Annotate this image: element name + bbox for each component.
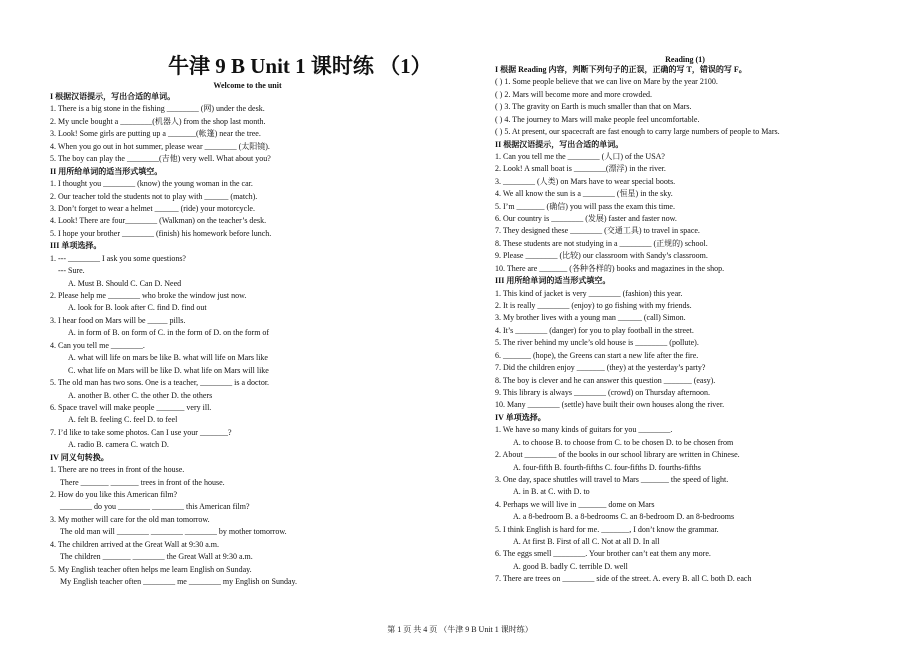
section-heading: IV 单项选择。 (495, 412, 546, 422)
answer-options: A. a 8-bedroom B. a 8-bedrooms C. an 8-bedroom D. an 8-bedrooms (513, 512, 735, 522)
question-line: 2. It is really ________ (enjoy) to go fishing with my friends. (495, 301, 692, 311)
question-line: ( ) 2. Mars will become more and more crowded. (495, 89, 653, 99)
question-line: 4. We all know the sun is a ________ (恒星) in the sky. (495, 189, 673, 199)
question-line: 2. Please help me ________ who broke the window just now. (50, 291, 247, 300)
answer-options: C. what life on Mars will be like D. what life on Mars will like (68, 365, 269, 375)
answer-options: A. another B. other C. the other D. the others (68, 390, 213, 400)
question-line: 4. It’s ________ (danger) for you to play football in the street. (495, 325, 694, 335)
answer-options: A. Must B. Should C. Can D. Need (68, 278, 182, 288)
question-line: 1. --- ________ I ask you some questions? (50, 253, 186, 263)
question-line: 1. Can you tell me the ________ (人口) of the USA? (495, 151, 665, 161)
question-line: 7. There are trees on ________ side of the street. A. every B. all C. both D. each (495, 574, 752, 584)
question-line: 2. Look! A small boat is ________(漂浮) in the river. (495, 164, 666, 174)
question-line: 5. I hope your brother ________ (finish) his homework before lunch. (50, 228, 272, 238)
question-line: --- Sure. (58, 266, 85, 276)
question-line: There _______ _______ trees in front of the house. (60, 477, 225, 487)
section-heading: III 单项选择。 (50, 241, 102, 251)
question-line: 3. One day, space shuttles will travel to Mars _______ the speed of light. (495, 474, 729, 484)
section-heading: III 用所给单词的适当形式填空。 (495, 276, 611, 286)
page-title: 牛津 9 B Unit 1 课时练 （1） (168, 54, 432, 78)
question-line: 5. The boy can play the ________(吉他) very well. What about you? (50, 154, 271, 164)
question-line: 7. I’d like to take some photos. Can I use your _______? (50, 427, 232, 437)
question-line: 4. Perhaps we will live in _______ dome on Mars (495, 499, 655, 509)
question-line: 5. I think English is hard for me. _______, I don’t know the grammar. (495, 524, 719, 534)
question-line: My English teacher often ________ me ________ my English on Sunday. (60, 577, 298, 587)
question-line: 3. I hear food on Mars will be _____ pills. (50, 315, 186, 325)
section-heading: I 根据汉语提示，写出合适的单词。 (50, 92, 176, 101)
question-line: 1. This kind of jacket is very ________ (fashion) this year. (495, 288, 683, 298)
page-footer: 第 1 页 共 4 页 （牛津 9 B Unit 1 课时练） (387, 625, 533, 634)
question-line: ( ) 1. Some people believe that we can live on Mare by the year 2100. (495, 77, 718, 87)
question-line: 4. The children arrived at the Great Wall at 9:30 a.m. (50, 539, 219, 549)
question-line: 3. ________ (人类) on Mars have to wear special boots. (495, 176, 676, 186)
answer-options: A. in form of B. on form of C. in the form of D. on the form of (68, 328, 270, 338)
question-line: 9. This library is always ________ (crowd) on Thursday afternoon. (495, 387, 710, 397)
question-line: 6. The eggs smell ________. Your brother can’t eat them any more. (495, 549, 711, 559)
question-line: 5. The old man has two sons. One is a teacher, ________ is a doctor. (50, 378, 270, 388)
question-line: ( ) 3. The gravity on Earth is much smaller than that on Mars. (495, 102, 692, 112)
question-line: 6. Our country is ________ (发展) faster and faster now. (495, 214, 677, 224)
section-heading: IV 同义句转换。 (50, 452, 109, 462)
question-line: 3. My mother will care for the old man tomorrow. (50, 514, 210, 524)
question-line: 4. Can you tell me ________. (50, 340, 145, 350)
question-line: 8. The boy is clever and he can answer this question _______ (easy). (495, 375, 716, 385)
section-subtitle: Welcome to the unit (213, 81, 282, 90)
question-line: 2. How do you like this American film? (50, 490, 178, 499)
answer-options: A. felt B. feeling C. feel D. to feel (68, 415, 178, 425)
question-line: 10. Many ________ (settle) have built their own houses along the river. (495, 400, 725, 410)
section-heading: II 根据汉语提示，写出合适的单词。 (495, 139, 624, 149)
question-line: 3. My brother lives with a young man ______ (call) Simon. (495, 313, 686, 323)
left-exercise-lines (50, 91, 297, 589)
question-line: 5. I’m _______ (确信) you will pass the exam this time. (495, 201, 675, 211)
question-line: 6. _______ (hope), the Greens can start a new life after the fire. (495, 350, 699, 360)
question-line: 1. I thought you ________ (know) the young woman in the car. (50, 179, 253, 189)
answer-options: A. what will life on mars be like B. what will life on Mars like (68, 353, 268, 363)
question-line: 4. Look! There are four________ (Walkman) on the teacher’s desk. (50, 216, 267, 226)
question-line: 1. There is a big stone in the fishing ________ (网) under the desk. (50, 104, 265, 114)
right-exercise-lines (495, 64, 780, 586)
question-line: 7. They designed these ________ (交通工具) to travel in space. (495, 226, 700, 236)
question-line: ( ) 4. The journey to Mars will make people feel uncomfortable. (495, 114, 700, 124)
question-line: The old man will ________ ________ ________ by mother tomorrow. (60, 527, 287, 537)
question-line: 2. Our teacher told the students not to play with ______ (match). (50, 191, 258, 201)
question-line: 1. We have so many kinds of guitars for you ________. (495, 425, 673, 435)
question-line: 3. Look! Some girls are putting up a _______(帐篷) near the tree. (50, 129, 261, 139)
question-line: 5. My English teacher often helps me learn English on Sunday. (50, 564, 252, 574)
question-line: 10. There are _______ (各种各样的) books and magazines in the shop. (495, 263, 725, 273)
question-line: 7. Did the children enjoy _______ (they) at the yesterday’s party? (495, 363, 706, 373)
question-line: 4. When you go out in hot summer, please wear ________ (太阳镜). (50, 141, 270, 151)
answer-options: A. to choose B. to choose from C. to be chosen D. to be chosen from (513, 437, 734, 447)
answer-options: A. look for B. look after C. find D. find out (68, 303, 207, 313)
section-heading: II 用所给单词的适当形式填空。 (50, 166, 163, 176)
question-line: 8. These students are not studying in a ________ (正规的) school. (495, 238, 708, 248)
question-line: 2. My uncle bought a ________(机器人) from the shop last month. (50, 116, 266, 126)
question-line: 1. There are no trees in front of the house. (50, 465, 185, 475)
question-line: The children _______ ________ the Great Wall at 9:30 a.m. (60, 552, 253, 562)
question-line: ________ do you ________ ________ this American film? (60, 502, 250, 512)
answer-options: A. radio B. camera C. watch D. (68, 440, 169, 450)
section-heading: I 根据 Reading 内容，判断下列句子的正误，正确的写 T，错误的写 F。 (495, 65, 747, 74)
question-line: 5. The river behind my uncle’s old house is ________ (pollute). (495, 338, 699, 348)
answer-options: A. in B. at C. with D. to (513, 487, 590, 497)
question-line: ( ) 5. At present, our spacecraft are fast enough to carry large numbers of people to Mars. (495, 127, 780, 137)
question-line: 9. Please ________ (比较) our classroom with Sandy’s classroom. (495, 251, 708, 261)
question-line: 6. Space travel will make people _______ very ill. (50, 402, 212, 412)
answer-options: A. four-fifth B. fourth-fifths C. four-fifths D. fourths-fifths (513, 462, 701, 472)
reading-title: Reading (1) (665, 55, 705, 64)
question-line: 3. Don’t forget to wear a helmet ______ (ride) your motorcycle. (50, 203, 255, 213)
answer-options: A. At first B. First of all C. Not at all D. In all (513, 537, 660, 547)
question-line: 2. About ________ of the books in our school library are written in Chinese. (495, 450, 740, 460)
answer-options: A. good B. badly C. terrible D. well (513, 561, 628, 571)
